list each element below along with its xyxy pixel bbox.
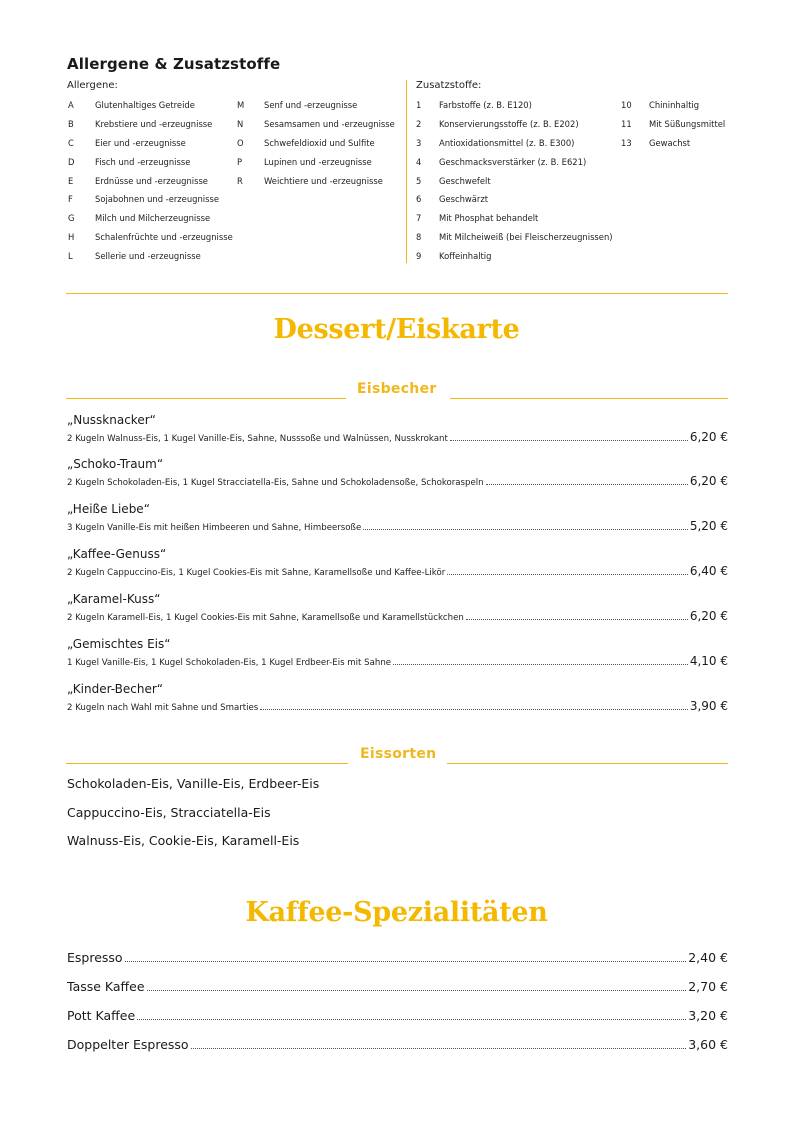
- allergen-label: Schwefeldioxid und Sulfite: [264, 137, 375, 148]
- allergen-title: Allergene & Zusatzstoffe: [67, 55, 281, 73]
- coffee-item: [67, 1037, 728, 1052]
- allergen-code: D: [68, 156, 75, 167]
- additive-code: 1: [416, 100, 422, 110]
- additive-item: [621, 119, 725, 138]
- allergen-item: [68, 194, 233, 213]
- leader-dots: [450, 439, 688, 441]
- coffee-name: Espresso: [67, 950, 123, 965]
- additive-code: 4: [416, 156, 422, 167]
- sundae-price: 6,20 €: [689, 474, 728, 488]
- allergen-code: H: [68, 232, 75, 243]
- allergen-item: [237, 176, 395, 195]
- additive-item: [416, 138, 613, 157]
- allergen-item: [237, 138, 395, 157]
- allergen-list-col1: [68, 100, 233, 270]
- sundae-item: [67, 502, 728, 533]
- allergen-label: Lupinen und -erzeugnisse: [264, 156, 372, 167]
- heading-rule-left: [66, 398, 346, 399]
- allergen-code: N: [237, 118, 244, 129]
- additive-item: [416, 119, 613, 138]
- allergen-item: [68, 251, 233, 270]
- leader-dots: [137, 1018, 686, 1020]
- sundae-item: [67, 592, 728, 623]
- sundae-item: [67, 637, 728, 668]
- sundae-name: „Karamel-Kuss“: [67, 592, 161, 606]
- allergen-label: Sesamsamen und -erzeugnisse: [264, 118, 395, 129]
- sundae-description: 2 Kugeln Schokoladen-Eis, 1 Kugel Stracciatella-Eis, Sahne und Schokoladensoße, Schokoraspeln: [67, 478, 484, 488]
- additive-label: Geschmacksverstärker (z. B. E621): [439, 156, 587, 167]
- additive-code: 7: [416, 213, 422, 224]
- allergen-item: [237, 119, 395, 138]
- additive-item: [416, 232, 613, 251]
- additive-code: 11: [621, 118, 632, 129]
- leader-dots: [363, 528, 688, 530]
- additive-item: [416, 194, 613, 213]
- coffee-item: [67, 950, 728, 965]
- sundae-name: „Schoko-Traum“: [67, 457, 164, 471]
- sundae-price: 4,10 €: [689, 654, 728, 668]
- allergen-item: [68, 232, 233, 251]
- allergen-label: Sellerie und -erzeugnisse: [95, 251, 201, 262]
- additive-code: 9: [416, 251, 422, 262]
- allergen-label: Fisch und -erzeugnisse: [95, 156, 191, 167]
- sundae-name: „Nussknacker“: [67, 413, 156, 427]
- coffee-item: [67, 979, 728, 994]
- sundae-price: 5,20 €: [689, 519, 728, 533]
- sundae-description: 2 Kugeln Walnuss-Eis, 1 Kugel Vanille-Eis, Sahne, Nusssoße und Walnüssen, Nusskrokant: [67, 434, 448, 444]
- sundae-price: 6,20 €: [689, 430, 728, 444]
- coffee-price: 3,20 €: [688, 1008, 728, 1023]
- sundae-name: „Gemischtes Eis“: [67, 637, 171, 651]
- sundae-description: 2 Kugeln Cappuccino-Eis, 1 Kugel Cookies-Eis mit Sahne, Karamellsoße und Kaffee-Likör: [67, 568, 446, 578]
- sundae-item: [67, 413, 728, 444]
- allergen-label: Milch und Milcherzeugnisse: [95, 213, 211, 224]
- allergen-label: Weichtiere und -erzeugnisse: [264, 175, 383, 186]
- leader-dots: [191, 1047, 687, 1049]
- allergen-code: F: [68, 194, 73, 205]
- allergen-list-col2: [237, 100, 395, 194]
- sundae-item: [67, 547, 728, 578]
- additive-list-col2: [621, 100, 725, 157]
- coffee-name: Tasse Kaffee: [67, 979, 145, 994]
- flavor-line: Schokoladen-Eis, Vanille-Eis, Erdbeer-Eis: [67, 776, 320, 791]
- section-divider: [66, 293, 728, 294]
- allergen-label: Glutenhaltiges Getreide: [95, 100, 195, 110]
- additive-code: 8: [416, 232, 422, 243]
- coffee-title: Kaffee-Spezialitäten: [245, 897, 548, 928]
- additive-item: [416, 251, 613, 270]
- allergen-item: [68, 119, 233, 138]
- allergen-item: [68, 100, 233, 119]
- allergen-item: [68, 213, 233, 232]
- allergen-code: C: [68, 137, 74, 148]
- allergen-code: B: [68, 118, 74, 129]
- sundae-price: 3,90 €: [689, 699, 728, 713]
- coffee-item: [67, 1008, 728, 1023]
- additive-item: [416, 100, 613, 119]
- dessert-title: Dessert/Eiskarte: [273, 314, 520, 345]
- coffee-price: 3,60 €: [688, 1037, 728, 1052]
- leader-dots: [486, 483, 688, 485]
- additive-code: 13: [621, 137, 632, 148]
- coffee-name: Pott Kaffee: [67, 1008, 136, 1023]
- additive-label: Koffeinhaltig: [439, 251, 492, 262]
- allergen-label: Senf und -erzeugnisse: [264, 100, 358, 110]
- allergen-label: Sojabohnen und -erzeugnisse: [95, 194, 219, 205]
- leader-dots: [466, 618, 688, 620]
- sundae-name: „Kaffee-Genuss“: [67, 547, 167, 561]
- additive-label: Mit Phosphat behandelt: [439, 213, 539, 224]
- additive-label: Geschwärzt: [439, 194, 489, 205]
- allergen-code: P: [237, 156, 243, 167]
- allergen-divider: [406, 80, 407, 263]
- allergen-code: G: [68, 213, 75, 224]
- additive-label: Chininhaltig: [649, 100, 700, 110]
- zusatzstoffe-heading: Zusatzstoffe:: [416, 80, 482, 91]
- additive-item: [621, 100, 725, 119]
- additive-label: Konservierungsstoffe (z. B. E202): [439, 118, 579, 129]
- heading-rule-right: [450, 398, 728, 399]
- heading-rule-left: [66, 763, 348, 764]
- additive-code: 2: [416, 118, 422, 129]
- additive-code: 6: [416, 194, 422, 205]
- allergen-code: R: [237, 175, 243, 186]
- sundae-description: 3 Kugeln Vanille-Eis mit heißen Himbeeren und Sahne, Himbeersoße: [67, 523, 362, 533]
- additive-code: 5: [416, 175, 422, 186]
- leader-dots: [447, 573, 688, 575]
- sundae-description: 2 Kugeln nach Wahl mit Sahne und Smarties: [67, 703, 259, 713]
- additive-item: [621, 138, 725, 157]
- allergen-code: L: [68, 251, 73, 262]
- additive-label: Antioxidationsmittel (z. B. E300): [439, 137, 575, 148]
- allergen-code: A: [68, 100, 74, 110]
- additive-list-col1: [416, 100, 613, 270]
- leader-dots: [260, 708, 688, 710]
- coffee-price: 2,40 €: [688, 950, 728, 965]
- additive-code: 3: [416, 137, 422, 148]
- flavor-line: Cappuccino-Eis, Stracciatella-Eis: [67, 805, 271, 820]
- additive-item: [416, 157, 613, 176]
- allergen-label: Krebstiere und -erzeugnisse: [95, 118, 213, 129]
- leader-dots: [393, 663, 688, 665]
- sundae-name: „Heiße Liebe“: [67, 502, 150, 516]
- coffee-name: Doppelter Espresso: [67, 1037, 189, 1052]
- additive-item: [416, 176, 613, 195]
- additive-label: Geschwefelt: [439, 175, 491, 186]
- additive-label: Farbstoffe (z. B. E120): [439, 100, 532, 110]
- sundae-item: [67, 457, 728, 488]
- sundae-description: 1 Kugel Vanille-Eis, 1 Kugel Schokoladen-Eis, 1 Kugel Erdbeer-Eis mit Sahne: [67, 658, 392, 668]
- allergen-item: [237, 100, 395, 119]
- additive-label: Mit Süßungsmittel: [649, 118, 726, 129]
- additive-item: [416, 213, 613, 232]
- eisbecher-heading: Eisbecher: [357, 381, 437, 397]
- leader-dots: [147, 989, 687, 991]
- heading-rule-right: [447, 763, 728, 764]
- additive-label: Gewachst: [649, 137, 691, 148]
- allergen-label: Erdnüsse und -erzeugnisse: [95, 175, 208, 186]
- sundae-price: 6,20 €: [689, 609, 728, 623]
- allergen-code: M: [237, 100, 245, 110]
- allergen-label: Eier und -erzeugnisse: [95, 137, 186, 148]
- allergen-item: [68, 157, 233, 176]
- sundae-name: „Kinder-Becher“: [67, 682, 164, 696]
- allergen-item: [237, 157, 395, 176]
- allergen-code: O: [237, 137, 244, 148]
- allergen-item: [68, 176, 233, 195]
- flavor-line: Walnuss-Eis, Cookie-Eis, Karamell-Eis: [67, 833, 300, 848]
- allergen-label: Schalenfrüchte und -erzeugnisse: [95, 232, 233, 243]
- additive-code: 10: [621, 100, 632, 110]
- eissorten-heading: Eissorten: [360, 746, 437, 762]
- sundae-item: [67, 682, 728, 713]
- leader-dots: [125, 960, 687, 962]
- sundae-price: 6,40 €: [689, 564, 728, 578]
- coffee-price: 2,70 €: [688, 979, 728, 994]
- allergene-heading: Allergene:: [67, 80, 118, 91]
- sundae-description: 2 Kugeln Karamell-Eis, 1 Kugel Cookies-Eis mit Sahne, Karamellsoße und Karamellstückchen: [67, 613, 464, 623]
- allergen-code: E: [68, 175, 74, 186]
- additive-label: Mit Milcheiweiß (bei Fleischerzeugnissen): [439, 232, 613, 243]
- allergen-item: [68, 138, 233, 157]
